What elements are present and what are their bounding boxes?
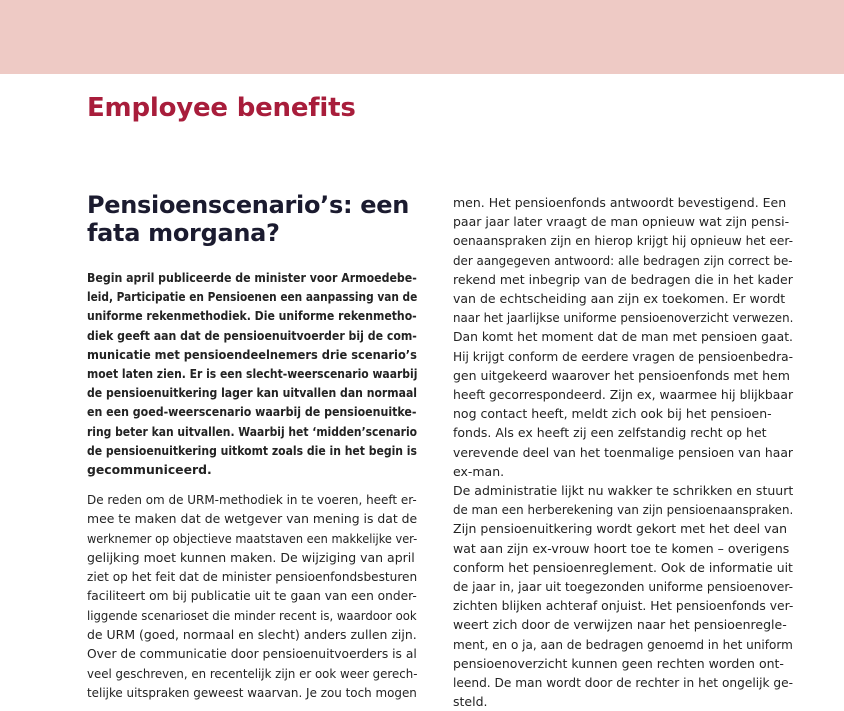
- body-text-line: faciliteert om bij publicatie uit te gaan van een onder-: [87, 588, 417, 604]
- body-text-line: nog contact heeft, meldt zich ook bij het pensioen-: [453, 406, 772, 422]
- lead-text-line: Begin april publiceerde de minister voor Armoedebe-: [87, 270, 417, 285]
- body-text-line: naar het jaarlijkse uniforme pensioenoverzicht verwezen.: [453, 310, 794, 326]
- lead-text-line: municatie met pensioendeelnemers drie scenario’s: [87, 346, 417, 362]
- lead-text-line: gecommuniceerd.: [87, 462, 212, 478]
- body-text-line: Zijn pensioenuitkering wordt gekort met het deel van: [453, 521, 788, 537]
- article-body-right-column: [453, 193, 793, 711]
- section-title: Employee benefits: [87, 93, 356, 123]
- body-text-line: pensioenoverzicht kunnen geen rechten worden ont-: [453, 655, 784, 671]
- body-text-line: wat aan zijn ex-vrouw hoort toe te komen – overigens: [453, 540, 790, 556]
- body-text-line: conform het pensioenreglement. Ook de informatie uit: [453, 559, 793, 575]
- body-text-line: werknemer op objectieve maatstaven een makkelijke ver-: [87, 530, 418, 546]
- body-text-line: gelijking moet kunnen maken. De wijziging van april: [87, 549, 415, 565]
- article-lead: [87, 268, 417, 479]
- body-text-line: ziet op het feit dat de minister pensioenfondsbesturen: [87, 569, 418, 585]
- body-text-line: ex-man.: [453, 463, 505, 479]
- body-text-line: rekend met inbegrip van de bedragen die in het kader: [453, 271, 793, 287]
- body-text-line: der aangegeven antwoord: alle bedragen zijn correct be-: [453, 252, 793, 268]
- body-text-line: De administratie lijkt nu wakker te schrikken en stuurt: [453, 483, 794, 499]
- body-text-line: oenaanspraken zijn en hierop krijgt hij opnieuw het eer-: [453, 233, 794, 249]
- body-text-line: men. Het pensioenfonds antwoordt bevestigend. Een: [453, 195, 787, 210]
- body-text-line: liggende scenarioset die minder recent is, waardoor ook: [87, 607, 417, 623]
- lead-text-line: en een goed-weerscenario waarbij de pensioenuitke-: [87, 404, 417, 420]
- body-text-line: Hij krijgt conform de eerdere vragen de pensioenbedra-: [453, 348, 793, 364]
- body-text-line: weert zich door de verwijzen naar het pensioenregle-: [453, 617, 787, 633]
- body-text-line: de jaar in, jaar uit toegezonden uniforme pensioenover-: [453, 579, 793, 595]
- lead-text-line: leid, Participatie en Pensioenen een aanpassing van de: [87, 289, 418, 305]
- body-text-line: de URM (goed, normaal en slecht) anders zullen zijn.: [87, 627, 417, 643]
- body-text-line: veel geschreven, en recentelijk zijn er ook weer gerech-: [87, 665, 418, 681]
- body-text-line: telijke uitspraken geweest waarvan. Je zou toch mogen: [87, 684, 417, 700]
- body-text-line: steld.: [453, 694, 488, 710]
- body-text-line: Over de communicatie door pensioenuitvoerders is al: [87, 646, 417, 662]
- body-text-line: fonds. Als ex heeft zij een zelfstandig recht op het: [453, 425, 767, 441]
- body-text-line: mee te maken dat de wetgever van mening is dat de: [87, 511, 418, 527]
- article-title-line: Pensioenscenario’s: een: [87, 191, 410, 219]
- body-text-line: de man een herberekening van zijn pensioenaanspraken.: [453, 502, 794, 518]
- article-title: [87, 191, 417, 247]
- lead-text-line: uniforme rekenmethodiek. Die uniforme rekenmetho-: [87, 308, 417, 324]
- body-text-line: Dan komt het moment dat de man met pensioen gaat.: [453, 329, 794, 345]
- header-color-band: [0, 0, 844, 74]
- body-text-line: gen uitgekeerd waarover het pensioenfonds met hem: [453, 367, 790, 383]
- lead-text-line: diek geeft aan dat de pensioenuitvoerder bij de com-: [87, 327, 417, 343]
- body-text-line: zichten blijken achteraf onjuist. Het pensioenfonds ver-: [453, 598, 794, 614]
- body-text-line: paar jaar later vraagt de man opnieuw wat zijn pensi-: [453, 214, 790, 230]
- body-text-line: van de echtscheiding aan zijn ex toekomen. Er wordt: [453, 291, 786, 307]
- lead-text-line: de pensioenuitkering lager kan uitvallen dan normaal: [87, 385, 418, 401]
- body-text-line: leend. De man wordt door de rechter in het ongelijk ge-: [453, 675, 794, 691]
- body-text-line: verevende deel van het toenmalige pensioen van haar: [453, 444, 794, 460]
- lead-text-line: de pensioenuitkering uitkomt zoals die in het begin is: [87, 442, 417, 458]
- lead-text-line: moet laten zien. Er is een slecht-weerscenario waarbij: [87, 366, 418, 382]
- body-text-line: ment, en o ja, aan de bedragen genoemd in het uniform: [453, 636, 793, 652]
- article-body-left-column: [87, 490, 417, 702]
- article-title-line: fata morgana?: [87, 219, 280, 247]
- body-text-line: heeft gecorrespondeerd. Zijn ex, waarmee hij blijkbaar: [453, 387, 794, 403]
- body-text-line: De reden om de URM-methodiek in te voeren, heeft er-: [87, 492, 417, 507]
- lead-text-line: ring beter kan uitvallen. Waarbij het ‘midden’scenario: [87, 423, 418, 439]
